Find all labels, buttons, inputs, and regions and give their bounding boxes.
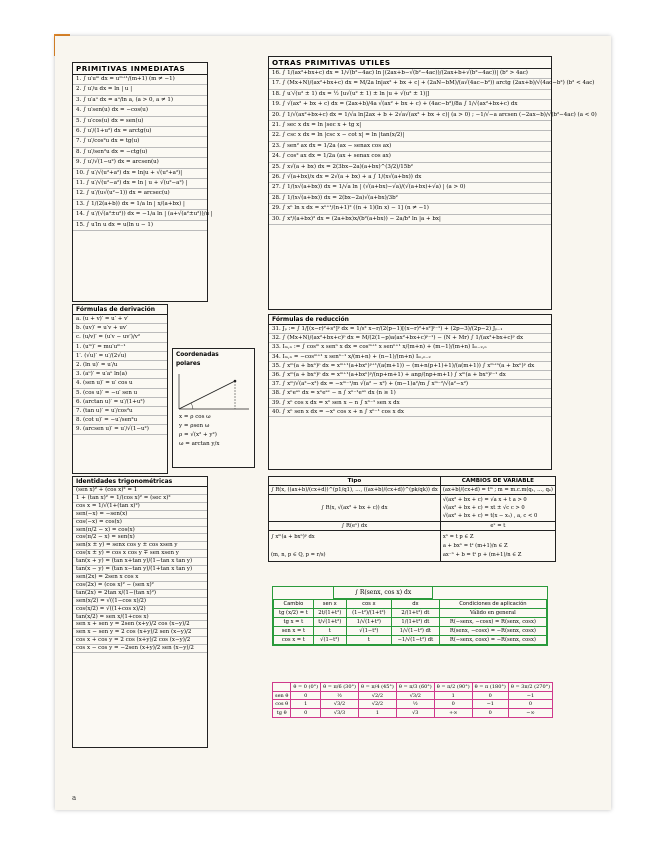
formula-row: 4. ∫ u′sen(u) dx = −cos(u) [73, 106, 207, 116]
formula-row: 17. ∫ (Mx+N)/(ax²+bx+c) dx = M/2a ln|ax² + bx + c| + (2aN−bM)/(a√(4ac−b²)) arctg (2ax+b)/√(4ac−b²) (b² < 4ac) [269, 79, 551, 89]
formula-row: 30. ∫ x²/(a+bx)² dx = (2a+bx)x/(b²(a+bx)) − 2a/b³ ln |a + bx| [269, 215, 551, 225]
formula-row: 14. ∫ u′/(√(a²±u²)) dx = −1/a ln | (a+√(a²±u²))/u | [73, 210, 207, 220]
primitivas-inmediatas-title: PRIMITIVAS INMEDIATAS [73, 63, 207, 75]
formula-row: (sen x)² + (cos x)² = 1 [73, 487, 207, 495]
tabla-verde-header: dx [391, 600, 439, 609]
formula-row: 1 + (tan x)² = 1/(cos x)² = (sec x)² [73, 495, 207, 503]
formula-row: 33. Iₘ,ₙ := ∫ cosᵐ x senⁿ x dx = cosᵐ⁺¹ x senⁿ⁺¹ x/(m+n) + (m−1)/(m+n) Iₘ₋₂,ₙ [269, 343, 551, 352]
tabla-verde-cell: −1/√(1−t²) dt [391, 636, 439, 645]
tabla-verde-cell: 1/√(1−t²) dt [391, 627, 439, 636]
formula-row: tan(x − y) = (tan x−tan y)/(1+tan x tan y) [73, 566, 207, 574]
polar-eq-y: y = ρsen ω [179, 423, 210, 429]
tabla-rosa-cell: 0 [472, 691, 508, 700]
formula-row: sen(2x) = 2sen x cos x [73, 574, 207, 582]
formula-row: 20. ∫ 1/√(ax²+bx+c) dx = 1/√a ln|2ax + b + 2√a√(ax² + bx + c)| (a > 0) ; −1/√−a arcsen (−2ax−b)/√(b²−4ac) (a < 0) [269, 111, 551, 121]
tabla-verde-cell: Válido en general [439, 609, 546, 618]
formula-row: cos(π/2 − x) = sen(x) [73, 534, 207, 542]
tabla-rosa-cell: sen θ [273, 691, 291, 700]
tabla-rosa-header [273, 683, 291, 692]
tabla-verde-cell: (1−t²)/(1+t²) [346, 609, 391, 618]
formula-row: 40. ∫ xⁿ sen x dx = −xⁿ cos x + n ∫ xⁿ⁻¹ cos x dx [269, 408, 551, 417]
formula-row: 27. ∫ 1/(x√(a+bx)) dx = 1/√a ln | (√(a+bx)−√a)/(√(a+bx)+√a) | (a > 0) [269, 183, 551, 193]
formula-row: 10. ∫ u′/√(u²+a²) dx = ln|u + √(u²+a²)| [73, 169, 207, 179]
tabla-rosa-cell: −1 [472, 700, 508, 709]
tabla-rosa-cell: 0 [472, 709, 508, 718]
tabla-rosa-cell: ½ [321, 691, 359, 700]
tabla-rosa-cell: 0 [508, 700, 552, 709]
tabla-rosa-cell: 1 [291, 700, 321, 709]
formula-row: 11. ∫ u′/√(u²−a²) dx = ln | u + √(u²−a²) | [73, 179, 207, 189]
formula-row: 7. (tan u)′ = u′/cos²u [73, 407, 167, 416]
tabla-rosa [272, 682, 553, 718]
tabla-verde-cell: √(1−t²) [313, 636, 346, 645]
formula-row: 15. ∫ u′ln u dx = u(ln u − 1) [73, 221, 207, 231]
tabla-verde-cell: 1/√(1+t²) [346, 618, 391, 627]
tabla-rosa-cell: tg θ [273, 709, 291, 718]
formula-row: 28. ∫ 1/(x√(a+bx)) dx = 2(bx−2a)√(a+bx)/3b² [269, 194, 551, 204]
formula-row: 8. ∫ u′/sen²u dx = −ctg(u) [73, 148, 207, 158]
formula-row: 3. (aᵘ)′ = u′aᵘ ln(a) [73, 370, 167, 379]
formula-row: cos x + cos y = 2 cos (x+y)/2 cos (x−y)/2 [73, 637, 207, 645]
cv-r3-tipo: ∫ R(eˣ) dx [269, 522, 441, 531]
tabla-rosa-header: θ = π (180°) [472, 683, 508, 692]
tabla-rosa-cell: 0 [291, 691, 321, 700]
formula-row: 35. ∫ xᵐ(a + bxⁿ)ᵖ dx = xᵐ⁺¹(a+bxⁿ)ᵖ⁺¹/(a(m+1)) − (m+n(p+1)+1)/(a(m+1)) ∫ xᵐ⁺ⁿ(a + bxⁿ)ᵖ dx [269, 362, 551, 371]
tabla-verde-cell: 1/(1+t²) dt [391, 618, 439, 627]
formula-row: cos(−x) = cos(x) [73, 519, 207, 527]
formula-row: 9. ∫ u′/√(1−u²) dx = arcsen(u) [73, 158, 207, 168]
tabla-verde-cell: t [346, 636, 391, 645]
formula-row: 16. ∫ 1/(ax²+bx+c) dx = 1/√(b²−4ac) ln |(2ax+b−√(b²−4ac))/(2ax+b+√(b²−4ac))| (b² > 4ac) [269, 69, 551, 79]
tabla-verde-cell: R(−senx, cosx) = −R(senx, cosx) [439, 636, 546, 645]
formula-row: 19. ∫ √(ax² + bx + c) dx = (2ax+b)/4a √(ax² + bx + c) + (4ac−b²)/8a ∫ 1/√(ax²+bx+c) dx [269, 100, 551, 110]
cv-r2-cambio: √(ax² + bx + c) = t(x − x₁) , a, c < 0 [442, 513, 538, 519]
tabla-verde-cell: R(senx, −cosx) = −R(senx, cosx) [439, 627, 546, 636]
formula-row: 26. ∫ √(a+bx)/x dx = 2√(a + bx) + a ∫ 1/(x√(a+bx)) dx [269, 173, 551, 183]
formula-row: sen(−x) = −sen(x) [73, 511, 207, 519]
formula-row: 39. ∫ xⁿ cos x dx = xⁿ sen x − n ∫ xⁿ⁻¹ sen x dx [269, 399, 551, 408]
polar-eq-rho: ρ = √(x² + y²) [179, 432, 217, 438]
tabla-rosa-cell: √3 [396, 709, 434, 718]
formulas-reduccion-box [268, 314, 552, 470]
identidades-title: Identidades trigonométricas [73, 477, 207, 487]
tabla-rosa-cell: −1 [508, 691, 552, 700]
formulas-derivacion-title: Fórmulas de derivación [73, 305, 167, 315]
primitivas-inmediatas-box [72, 62, 213, 302]
tabla-verde-title: ∫ R(senx, cos x) dx [333, 587, 433, 599]
cv-r1-tipo: ∫ R(x, ((ax+b)/(cx+d))^(p1/q1), …, ((ax+b)/(cx+d))^(pk/qk)) dx [269, 486, 441, 495]
tabla-verde-row [274, 609, 547, 618]
formula-row: 7. ∫ u′/cos²u dx = tg(u) [73, 137, 207, 147]
cv-r4-cond: (m, n, p ∈ Q, p = r/s) [271, 552, 326, 558]
cv-r3-cambio: eˣ = t [440, 522, 555, 531]
tabla-rosa-cell: −∞ [508, 709, 552, 718]
formula-row: 5. (cos u)′ = −u′ sen u [73, 389, 167, 398]
formula-row: 29. ∫ xⁿ ln x dx = xⁿ⁺¹/(n+1)² ((n + 1)(ln x) − 1] (n ≠ −1) [269, 204, 551, 214]
formula-row: 5. ∫ u′cos(u) dx = sen(u) [73, 117, 207, 127]
tabla-rosa-row [273, 709, 553, 718]
footer-mark: a [72, 794, 77, 802]
formula-row: 2. ∫ u′/u dx = ln | u | [73, 85, 207, 95]
formula-row: tan(2x) = 2tan x/(1−(tan x)²) [73, 590, 207, 598]
tabla-verde-cell: cos x = t [274, 636, 314, 645]
tabla-verde-cell: sen x = t [274, 627, 314, 636]
tabla-rosa-cell: 1 [358, 709, 396, 718]
formula-row: 4. (sen u)′ = u′ cos u [73, 379, 167, 388]
cv-r2-cambios [440, 495, 555, 522]
formula-row: 36. ∫ xᵐ(a + bxⁿ)ᵖ dx = xᵐ⁺¹(a+bxⁿ)ᵖ/(np+m+1) + anp/(np+m+1) ∫ xᵐ(a + bxⁿ)ᵖ⁻¹ dx [269, 371, 551, 380]
formula-row: sen(x ± y) = senx cos y ± cos xsen y [73, 542, 207, 550]
tabla-verde-cell: t/√(1+t²) [313, 618, 346, 627]
tabla-rosa-cell: cos θ [273, 700, 291, 709]
polar-eq-omega: ω = arctan y/x [179, 441, 220, 447]
tabla-verde-cell: 2/(1+t²) dt [391, 609, 439, 618]
formula-row: 9. (arcsen u)′ = u′/√(1−u²) [73, 425, 167, 434]
formula-row: 8. (cot u)′ = −u′/sen²u [73, 416, 167, 425]
formula-row: 22. ∫ csc x dx = ln |csc x − cot x| = ln |tan(x/2)| [269, 131, 551, 141]
tabla-rosa-cell: √3/2 [396, 691, 434, 700]
tabla-verde-header: Cambio [274, 600, 314, 609]
tabla-verde [273, 599, 547, 645]
formula-row: cos x − cos y = −2sen (x+y)/2 sen (x−y)/2 [73, 645, 207, 653]
tabla-rosa-cell: √3/2 [321, 700, 359, 709]
cv-r4-cambios [440, 531, 555, 562]
tabla-rosa-cell: √3/3 [321, 709, 359, 718]
cv-header-cambios: CAMBIOS DE VARIABLE [440, 477, 555, 486]
formula-row: c. (u/v)′ = (u′v − uv′)/v² [73, 333, 167, 342]
formula-row: sen(x/2) = √((1−cos x)/2) [73, 598, 207, 606]
otras-primitivas-title: OTRAS PRIMITIVAS UTILES [269, 57, 551, 69]
tabla-rosa-header: θ = π/4 (45°) [358, 683, 396, 692]
formula-row: 6. ∫ u′/(1+u²) dx = arctg(u) [73, 127, 207, 137]
cv-r2-cambio: √(ax² + bx + c) = xt ± √c c > 0 [442, 505, 525, 511]
cv-r4-cambio: ax⁻ⁿ + b = tˢ p + (m+1)/n ∈ Z [442, 551, 522, 558]
cv-r4-cambio: xⁿ = t p ∈ Z [442, 533, 474, 540]
formula-row: 21. ∫ sec x dx = ln |sec x + tg x| [269, 121, 551, 131]
coordenadas-polares-title: Coordenadas polares [176, 352, 219, 367]
formula-row: 34. Iₘ,ₙ = −cosᵐ⁺¹ x senⁿ⁻¹ x/(m+n) + (n−1)/(m+n) Iₘ,ₙ₋₂ [269, 353, 551, 362]
tabla-rosa-cell: 1 [434, 691, 472, 700]
tabla-rosa-row [273, 700, 553, 709]
tabla-verde-wrap [272, 586, 548, 646]
formula-row: sen x − sen y = 2 cos (x+y)/2 sen (x−y)/2 [73, 629, 207, 637]
tabla-verde-header: Condiciones de aplicación [439, 600, 546, 609]
formula-row: 12. ∫ u′/(u√(u²−1)) dx = arcsec(u) [73, 189, 207, 199]
cv-r4-tipo: ∫ xᵐ(a + bxⁿ)ᵖ dx [271, 534, 315, 540]
tabla-rosa-cell: √2/2 [358, 691, 396, 700]
formulas-derivacion-box [72, 304, 168, 474]
formula-row: 32. ∫ (Mx+N)/(ax²+bx+c)ᵖ dx = M/(2(1−p)a(ax²+bx+c)ᵖ⁻¹) − (N + Mr) ∫ 1/(ax²+bx+c)ᵖ dx [269, 334, 551, 343]
tabla-rosa-cell: +∞ [434, 709, 472, 718]
tabla-verde-cell: t [313, 627, 346, 636]
cv-r4-cambio: a + bxⁿ = tˢ (m+1)/n ∈ Z [442, 542, 508, 549]
formula-row: 6. (arctan u)′ = u′/(1+u²) [73, 398, 167, 407]
formula-row: sen(π/2 − x) = cos(x) [73, 527, 207, 535]
tabla-rosa-header: θ = 0 (0°) [291, 683, 321, 692]
tabla-verde-cell: tg x = t [274, 618, 314, 627]
formula-row: a. (u + v)′ = u′ + v′ [73, 315, 167, 324]
tabla-rosa-cell: 0 [434, 700, 472, 709]
formula-row: 25. ∫ x√(a + bx) dx = 2(3bx−2a)(a+bx)^(3/2)/15b² [269, 163, 551, 173]
tabla-rosa-row [273, 691, 553, 700]
tabla-rosa-header: θ = π/3 (60°) [396, 683, 434, 692]
tabla-rosa-cell: √2/2 [358, 700, 396, 709]
formulas-reduccion-title: Fórmulas de reducción [269, 315, 551, 325]
formula-row: tan(x + y) = (tan x+tan y)/(1−tan x tan y) [73, 558, 207, 566]
tabla-verde-cell: R(−senx, −cosx) = R(senx, cosx) [439, 618, 546, 627]
cambios-variable-table [268, 476, 556, 562]
identidades-box [72, 476, 208, 748]
coordenadas-polares-box [172, 348, 255, 468]
otras-primitivas-box [268, 56, 597, 310]
formula-row: 38. ∫ xⁿeᵃˣ dx = xⁿeᵃˣ − n ∫ xⁿ⁻¹eᵃˣ dx (n ≥ 1) [269, 389, 551, 398]
tabla-verde-header: cos x [346, 600, 391, 609]
formula-row: 31. Jₚ := ∫ 1/[(x−r)²+s²]ᵖ dx = 1/s² x−r/(2(p−1)[(x−r)²+s²]ᵖ⁻¹) + (2p−3)/(2p−2) Jₚ₋₁ [269, 325, 551, 334]
formula-row: 1. (uᵐ)′ = mu′uᵐ⁻¹ [73, 343, 167, 352]
formula-row: cos(x/2) = √((1+cos x)/2) [73, 606, 207, 614]
formula-row: sen x + sen y = 2sen (x+y)/2 cos (x−y)/2 [73, 621, 207, 629]
tabla-verde-cell: √(1−t²) [346, 627, 391, 636]
tabla-verde-row [274, 618, 547, 627]
formula-row: 1′. (√u)′ = u′/(2√u) [73, 352, 167, 361]
formula-row: 13. ∫ 1/(2(a+b)) dx = 1/a ln | x/(a+bx) | [73, 200, 207, 210]
cv-r4-tipo-cell [269, 531, 441, 562]
formula-row: 2. (ln u)′ = u′/u [73, 361, 167, 370]
tabla-rosa-header: θ = π/6 (30°) [321, 683, 359, 692]
tabla-verde-cell: 2t/(1+t²) [313, 609, 346, 618]
tabla-rosa-header: θ = 3π/2 (270°) [508, 683, 552, 692]
polar-eq-x: x = ρ cos ω [179, 414, 211, 420]
formula-row: 24. ∫ cos² ax dx = 1/2a (ax + senax cos ax) [269, 152, 551, 162]
tabla-rosa-cell: ½ [396, 700, 434, 709]
cv-r1-cambio: (ax+b)/(cx+d) = tᵐ ; m = m.c.m(q₁, …, qₖ) [440, 486, 555, 495]
formula-row: cos(2x) = (cos x)² − (sen x)² [73, 582, 207, 590]
formula-row: cos(x ± y) = cos x cos y ∓ sen xsen y [73, 550, 207, 558]
formula-row: 18. ∫ u′√(u² ± 1) dx = ½ [u√(u² ± 1) ± ln |u + √(u² ± 1)|] [269, 90, 551, 100]
tabla-verde-cell: tg (x/2) = t [274, 609, 314, 618]
formula-row: tan(x/2) = sen x/(1+cos x) [73, 614, 207, 622]
formula-row: b. (uv)′ = u′v + uv′ [73, 324, 167, 333]
formula-row: 1. ∫ u′uᵐ dx = uᵐ⁺¹/(m+1) (m ≠ −1) [73, 75, 207, 85]
tabla-rosa-header: θ = π/2 (90°) [434, 683, 472, 692]
formula-row: 23. ∫ sen² ax dx = 1/2a (ax − senax cos ax) [269, 142, 551, 152]
formula-row: cos x = 1/√(1+(tan x)²) [73, 503, 207, 511]
formula-row: 3. ∫ u′aᵘ dx = aᵘ/ln a, (a > 0, a ≠ 1) [73, 96, 207, 106]
cv-r2-tipo: ∫ R(x, √(ax² + bx + c)) dx [269, 495, 441, 522]
tabla-verde-row [274, 636, 547, 645]
tabla-verde-row [274, 627, 547, 636]
polar-diagram [175, 371, 255, 413]
tabla-verde-header: sen x [313, 600, 346, 609]
cv-header-tipo: Tipo [269, 477, 441, 486]
formula-row: 37. ∫ xᵐ/√(a²−x²) dx = −xᵐ⁻¹/m √(a² − x²) + (m−1)a²/m ∫ xᵐ⁻²/√(a²−x²) [269, 380, 551, 389]
cv-r2-cambio: √(ax² + bx + c) = √a x + t a > 0 [442, 497, 527, 503]
tabla-rosa-cell: 0 [291, 709, 321, 718]
